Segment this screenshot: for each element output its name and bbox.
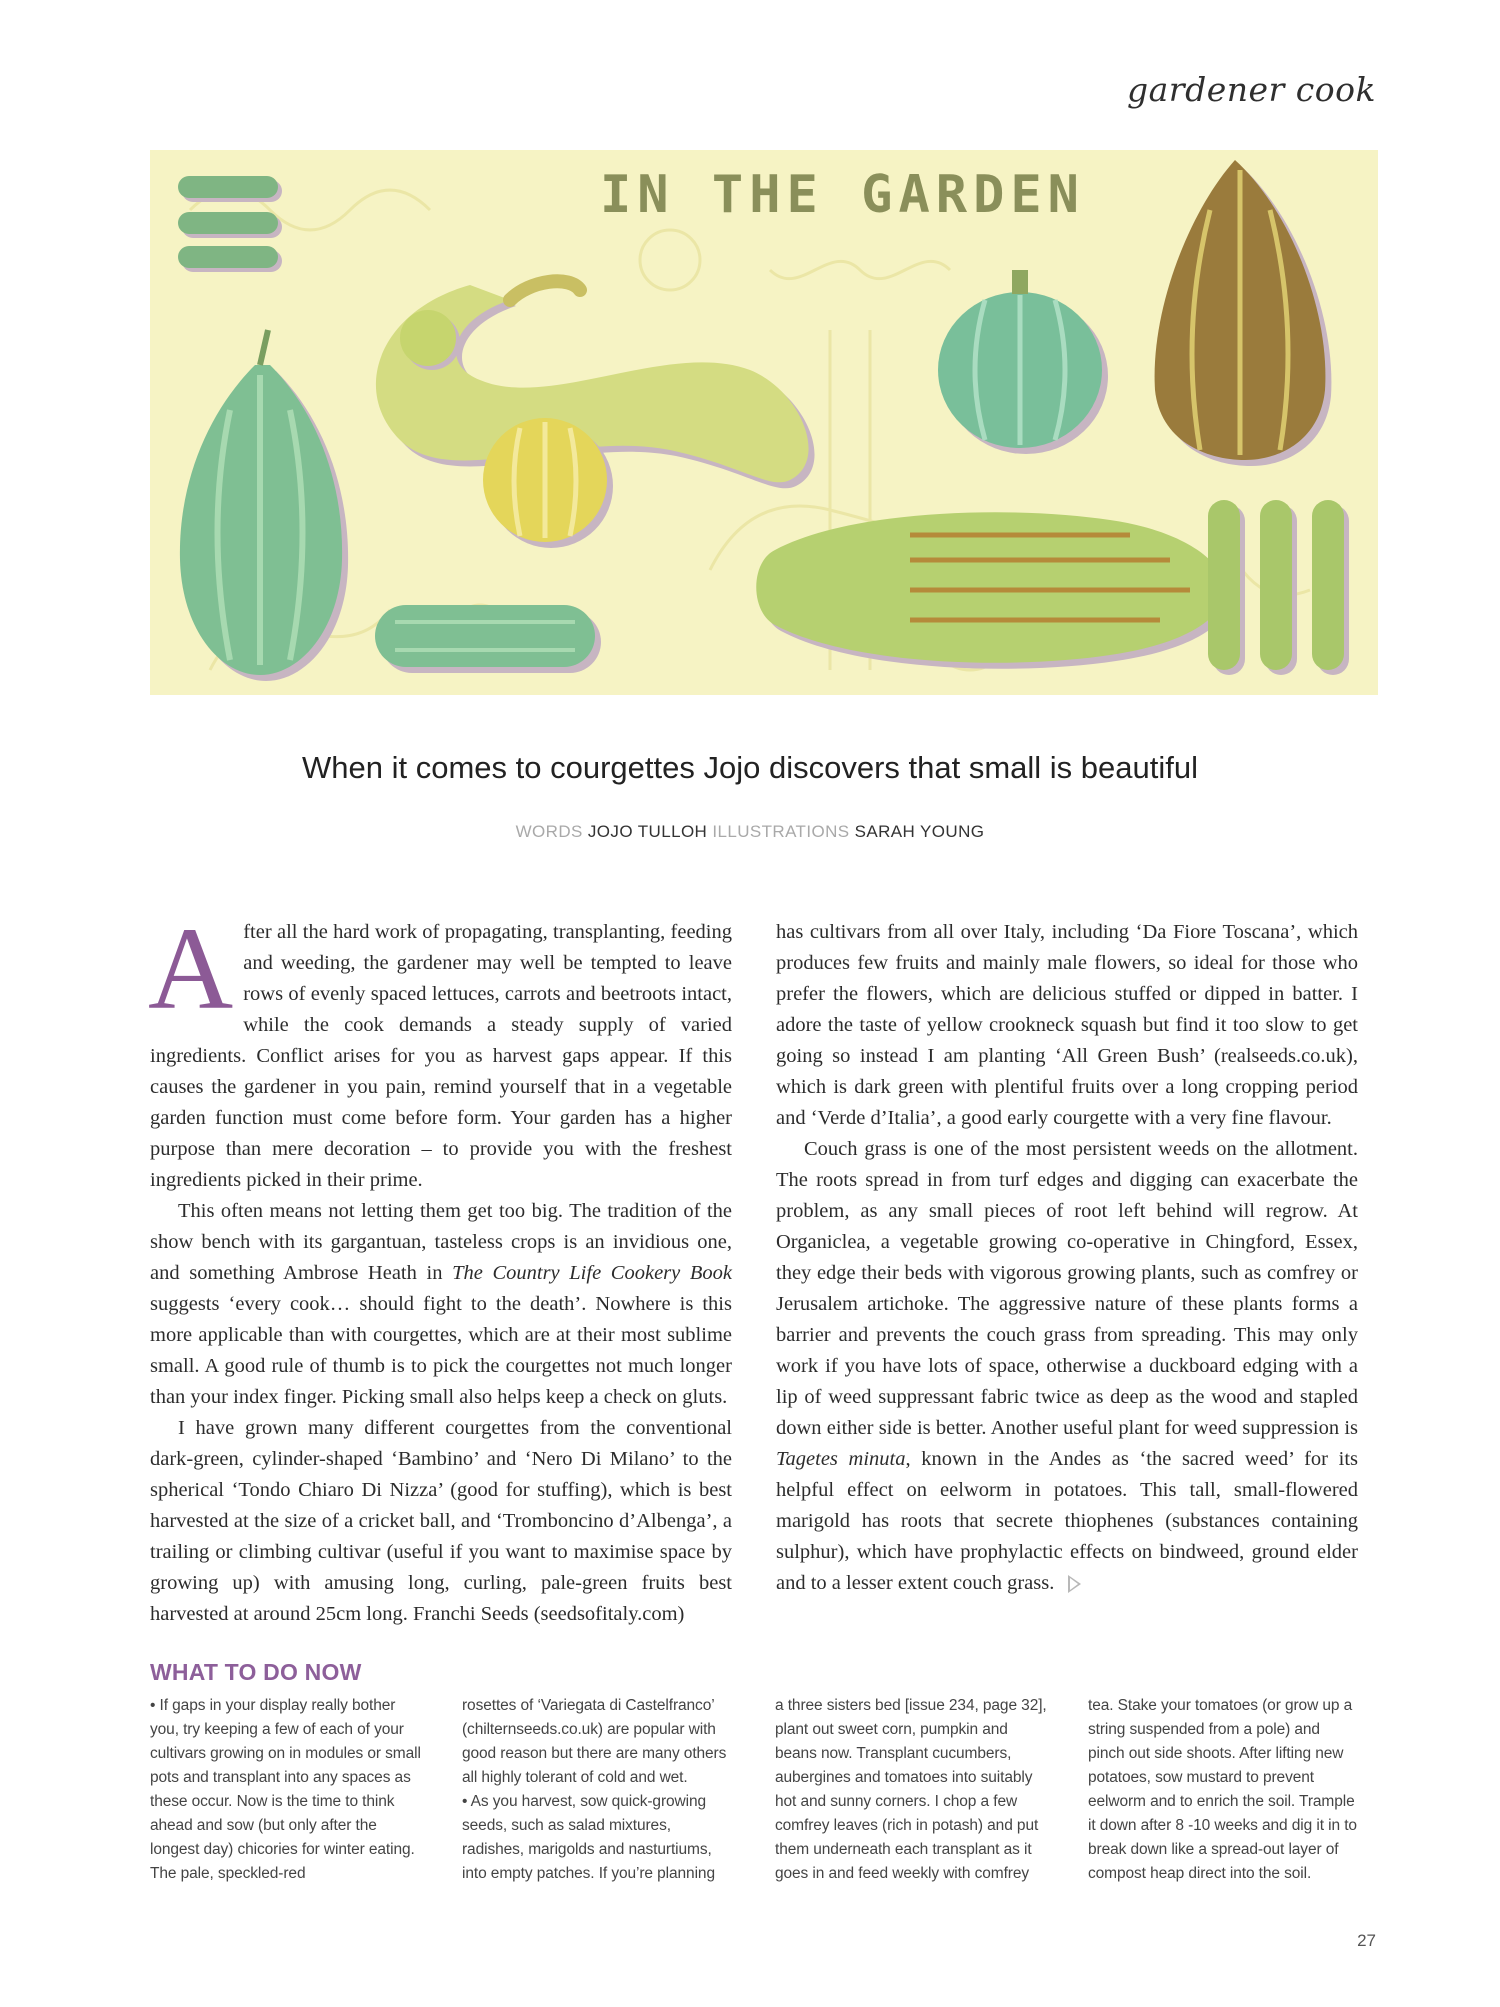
article-column-left	[148, 903, 732, 1630]
striped-marrow	[756, 512, 1231, 669]
paragraph-1-text: fter all the hard work of propagating, transplanting, feeding and weeding, the gardener may well be tempted to leave rows of evenly spaced lettuces, carrots and beetroots intact, while the cook demands a steady supply of varied ingredients. Conflict arises for you as harvest gaps appear. If this causes the gardener in you pain, remind yourself that in a vegetable garden function must come before form. Your garden has a higher purpose than mere decoration – to provide you with the freshest ingredients picked in their prime.	[150, 921, 732, 1191]
byline-author: JOJO TULLOH	[587, 822, 708, 841]
section-tag: gardener cook	[1127, 70, 1376, 109]
slim-courgettes	[1208, 500, 1349, 675]
tip-text-2b: • As you harvest, sow quick-growing seeds, such as salad mixtures, radishes, marigolds and nasturtiums, into empty patches. If you’re planning	[462, 1793, 715, 1882]
byline-illustrations-label: ILLUSTRATIONS	[712, 822, 850, 841]
what-to-do-now-heading: WHAT TO DO NOW	[150, 1659, 362, 1685]
tip-text-2a: rosettes of ‘Variegata di Castelfranco’ (chilternseeds.co.uk) are popular with good reason but there are many others all highly tolerant of cold and wet.	[462, 1697, 727, 1786]
header-illustration	[150, 150, 1378, 695]
paragraph-5-text-a: Couch grass is one of the most persistent weeds on the allotment. The roots spread in from turf edges and digging can exacerbate the problem, as any small pieces of root left behind will regrow. At Organiclea, a vegetable growing co-operative in Chingford, Essex, they edge their beds with vigorous growing plants, such as comfrey or Jerusalem artichoke. The aggressive nature of these plants forms a barrier and prevents the couch grass from spreading. This may only work if you have lots of space, otherwise a duckboard edging with a lip of weed suppressant fabric twice as deep as the wood and stapled down either side is better. Another useful plant for weed suppression is	[776, 1138, 1358, 1439]
tip-text-4: tea. Stake your tomatoes (or grow up a string suspended from a pole) and pinch out side shoots. After lifting new potatoes, sow mustard to prevent eelworm and to enrich the soil. Trample it down after 8 -10 weeks and dig it in to break down like a spread-out layer of compost heap direct into the soil.	[1088, 1697, 1357, 1882]
article-paragraph-3: I have grown many different courgettes from the conventional dark-green, cylinder-shaped ‘Bambino’ and ‘Nero Di Milano’ to the spherical ‘Tondo Chiaro Di Nizza’ (good for stuffing), which is best harvested at the size of a cricket ball, and ‘Tromboncino d’Albenga’, a trailing or climbing cultivar (useful if you want to maximise space by growing up) with amusing long, curling, pale-green fruits best harvested at around 25cm long. Franchi Seeds (seedsofitaly.com)	[150, 1417, 732, 1625]
paragraph-2-text-a: This often means not letting them get too big. The tradition of the show bench with its gargantuan, tasteless crops is an invidious one, and something Ambrose Heath in	[150, 1200, 732, 1284]
article-paragraph-4: has cultivars from all over Italy, including ‘Da Fiore Toscana’, which produces few fruits and mainly male flowers, so ideal for those who prefer the flowers, which are delicious stuffed or dipped in batter. I adore the taste of yellow crookneck squash but find it too slow to get going so instead I am planting ‘All Green Bush’ (realseeds.co.uk), which is dark green with plentiful fruits over a long cropping period and ‘Verde d’Italia’, a good early courgette with a very fine flavour.	[776, 921, 1358, 1129]
paragraph-5-text-b: , known in the Andes as ‘the sacred weed’ for its helpful effect on eelworm in potatoes. This tall, small-flowered marigold has roots that secrete thiophenes (substances containing sulphur), which have prophylactic effects on bindweed, ground elder and to a lesser extent couch grass.	[776, 1448, 1358, 1594]
article-paragraph-5	[776, 1134, 1358, 1599]
what-to-do-now-column-2	[462, 1694, 734, 1886]
green-courgette	[375, 605, 601, 673]
standfirst: When it comes to courgettes Jojo discovers that small is beautiful	[302, 750, 1198, 785]
tip-text-3: a three sisters bed [issue 234, page 32], plant out sweet corn, pumpkin and beans now. Transplant cucumbers, aubergines and tomatoes into suitably hot and sunny corners. I chop a few comfrey leaves (rich in potash) and put them underneath each transplant as it goes in and feed weekly with comfrey	[775, 1697, 1047, 1882]
article-column-right	[776, 917, 1358, 1599]
page-number: 27	[1357, 1931, 1376, 1950]
article-paragraph-2	[150, 1196, 732, 1413]
byline	[0, 822, 1500, 842]
byline-illustrator: SARAH YOUNG	[854, 822, 985, 841]
species-name: Tagetes minuta	[776, 1448, 906, 1470]
what-to-do-now-column-3	[775, 1694, 1047, 1886]
book-title: The Country Life Cookery Book	[452, 1262, 732, 1284]
drop-cap: A	[148, 903, 234, 1034]
tip-text-1: • If gaps in your display really bother you, try keeping a few of each of your cultivars growing on in modules or small pots and transplant into any spaces as these occur. Now is the time to think ahead and sow (but only after the longest day) chicories for winter eating. The pale, speckled-red	[150, 1697, 421, 1882]
small-courgettes	[178, 176, 282, 272]
vegetable-illustration	[150, 150, 1378, 695]
paragraph-2-text-b: suggests ‘every cook… should fight to the death’. Nowhere is this more applicable than with courgettes, which are at their most sublime small. A good rule of thumb is to pick the courgettes not much longer than your index finger. Picking small also helps keep a check on gluts.	[150, 1293, 732, 1408]
what-to-do-now-column-1	[150, 1694, 422, 1886]
byline-words-label: WORDS	[515, 822, 583, 841]
what-to-do-now-column-4	[1088, 1694, 1360, 1886]
article-paragraph-1	[148, 903, 732, 1196]
continue-arrow-icon	[1068, 1575, 1081, 1593]
illustration-title: IN THE GARDEN	[600, 165, 1085, 225]
